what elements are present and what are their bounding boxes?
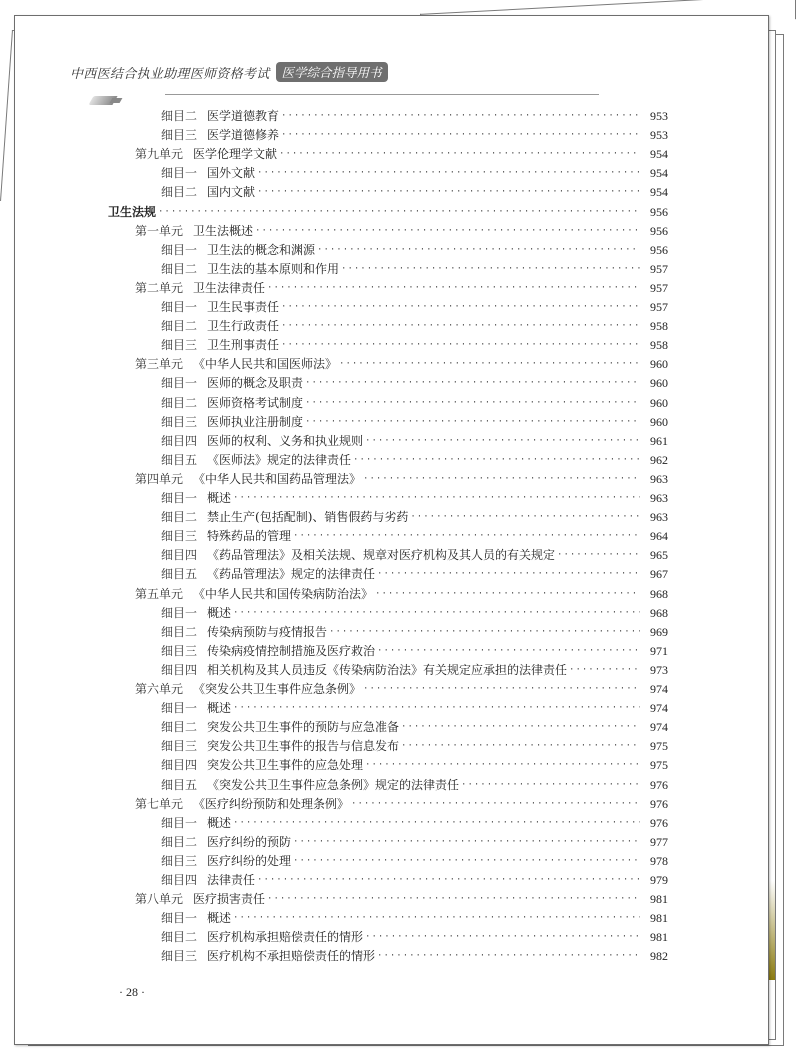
toc-entry-label: 细目五 bbox=[161, 777, 198, 792]
toc-entry-label: 细目二 bbox=[161, 185, 198, 200]
dot-leader bbox=[305, 374, 640, 393]
header-swoosh-decoration-small bbox=[110, 98, 123, 103]
toc-entry-title: 概述 bbox=[207, 491, 232, 505]
toc-entry-label: 细目一 bbox=[161, 815, 198, 830]
dot-leader bbox=[279, 145, 640, 164]
toc-entry-label: 细目一 bbox=[161, 376, 198, 391]
toc-entry-title: 医学道德教育 bbox=[207, 109, 280, 123]
toc-entry-label: 细目三 bbox=[161, 338, 198, 353]
toc-page-number: 953 bbox=[650, 109, 668, 123]
dot-leader bbox=[233, 814, 640, 833]
toc-entry-title: 医疗机构承担赔偿责任的情形 bbox=[207, 930, 364, 945]
toc-item-row[interactable] bbox=[161, 604, 668, 623]
toc-entry-title: 医学伦理学文献 bbox=[193, 147, 278, 162]
toc-entry-title: 传染病疫情控制措施及医疗救治 bbox=[207, 643, 376, 658]
dot-leader bbox=[375, 585, 640, 604]
toc-entry-title: 医师的权利、义务和执业规则 bbox=[207, 433, 364, 448]
toc-item-row[interactable] bbox=[161, 565, 668, 584]
toc-page-number: 968 bbox=[650, 605, 668, 620]
dot-leader bbox=[351, 795, 640, 814]
toc-item-row[interactable] bbox=[161, 718, 668, 737]
dot-leader bbox=[557, 546, 640, 565]
toc-entry-label: 细目二 bbox=[161, 624, 198, 639]
toc-page-number: 974 bbox=[650, 701, 668, 716]
toc-item-row[interactable] bbox=[161, 776, 668, 795]
dot-leader bbox=[317, 241, 640, 260]
toc-entry-title: 卫生法的基本原则和作用 bbox=[207, 261, 340, 276]
toc-entry-title: 突发公共卫生事件的预防与应急准备 bbox=[207, 720, 400, 735]
toc-entry-label: 细目二 bbox=[161, 319, 198, 334]
toc-unit-row[interactable] bbox=[135, 585, 668, 604]
toc-item-row[interactable] bbox=[161, 451, 668, 470]
toc-item-row[interactable] bbox=[161, 489, 668, 508]
toc-entry-label: 第二单元 bbox=[135, 280, 184, 295]
toc-page-number: 969 bbox=[650, 624, 668, 639]
toc-entry-title: 卫生法规 bbox=[108, 204, 157, 219]
toc-page-number: 963 bbox=[650, 491, 668, 505]
dot-leader bbox=[257, 871, 640, 890]
toc-item-row[interactable] bbox=[161, 374, 668, 393]
toc-entry-label: 细目三 bbox=[161, 739, 198, 754]
toc-unit-row[interactable] bbox=[135, 222, 668, 241]
toc-entry-title: 卫生行政责任 bbox=[207, 319, 280, 334]
toc-item-row[interactable] bbox=[161, 394, 668, 413]
dot-leader bbox=[305, 413, 640, 432]
dot-leader bbox=[305, 394, 640, 413]
toc-entry-label: 细目二 bbox=[161, 834, 198, 849]
toc-entry-title: 医师资格考试制度 bbox=[207, 395, 304, 410]
toc-entry-label: 细目二 bbox=[161, 109, 198, 123]
toc-item-row[interactable] bbox=[161, 871, 668, 890]
dot-leader bbox=[267, 279, 640, 298]
toc-entry-title: 医疗纠纷的预防 bbox=[207, 834, 292, 849]
toc-entry-label: 细目四 bbox=[161, 758, 198, 773]
toc-unit-row[interactable] bbox=[135, 279, 668, 298]
toc-entry-title: 卫生法律责任 bbox=[193, 280, 266, 295]
dot-leader bbox=[329, 623, 640, 642]
dot-leader bbox=[569, 661, 640, 680]
toc-entry-title: 传染病预防与疫情报告 bbox=[207, 624, 328, 639]
toc-entry-label: 第八单元 bbox=[135, 892, 184, 907]
toc-page-number: 963 bbox=[650, 471, 668, 486]
toc-entry-title: 相关机构及其人员违反《传染病防治法》有关规定应承担的法律责任 bbox=[207, 662, 568, 677]
toc-page-number: 965 bbox=[650, 548, 668, 563]
toc-item-row[interactable] bbox=[161, 432, 668, 451]
toc-entry-label: 第四单元 bbox=[135, 471, 184, 486]
toc-item-row[interactable] bbox=[161, 814, 668, 833]
toc-entry-title: 卫生法概述 bbox=[193, 223, 254, 238]
toc-page-number: 964 bbox=[650, 529, 668, 544]
toc-item-row[interactable] bbox=[161, 508, 668, 527]
toc-entry-title: 医疗纠纷的处理 bbox=[207, 853, 292, 868]
toc-page-number: 958 bbox=[650, 319, 668, 334]
toc-entry-label: 第六单元 bbox=[135, 682, 184, 696]
toc-entry-title: 国外文献 bbox=[207, 166, 256, 181]
toc-page-number: 975 bbox=[650, 739, 668, 754]
dot-leader bbox=[281, 126, 640, 145]
running-header bbox=[70, 62, 490, 82]
toc-item-row[interactable] bbox=[161, 317, 668, 336]
toc-page-number: 976 bbox=[650, 815, 668, 830]
dot-leader bbox=[233, 909, 640, 928]
toc-page-number: 976 bbox=[650, 777, 668, 792]
toc-unit-row[interactable] bbox=[135, 680, 668, 699]
dot-leader bbox=[257, 183, 640, 202]
toc-page-number: 981 bbox=[650, 892, 668, 907]
toc-entry-title: 医师执业注册制度 bbox=[207, 414, 304, 429]
toc-item-row[interactable] bbox=[161, 928, 668, 947]
toc-entry-title: 《中华人民共和国医师法》 bbox=[193, 357, 338, 372]
toc-entry-title: 突发公共卫生事件的应急处理 bbox=[207, 758, 364, 773]
toc-entry-title: 概述 bbox=[207, 605, 232, 620]
dot-leader bbox=[339, 355, 640, 374]
dot-leader bbox=[255, 222, 640, 241]
toc-entry-label: 细目一 bbox=[161, 605, 198, 620]
page-number-folio: · 28 · bbox=[119, 985, 145, 999]
dot-leader bbox=[365, 928, 640, 947]
toc-entry-label: 细目四 bbox=[161, 548, 198, 563]
toc-entry-title: 法律责任 bbox=[207, 873, 256, 887]
toc-entry-label: 第三单元 bbox=[135, 357, 184, 372]
dot-leader bbox=[158, 203, 640, 222]
dot-leader bbox=[365, 432, 640, 451]
toc-page-number: 977 bbox=[650, 834, 668, 849]
dot-leader bbox=[401, 718, 640, 737]
toc-entry-label: 细目一 bbox=[161, 911, 198, 926]
toc-unit-row[interactable] bbox=[135, 470, 668, 489]
toc-entry-title: 《医师法》规定的法律责任 bbox=[207, 452, 352, 467]
toc-entry-title: 卫生民事责任 bbox=[207, 300, 280, 314]
toc-entry-title: 卫生刑事责任 bbox=[207, 338, 280, 353]
toc-section-row[interactable] bbox=[108, 203, 668, 222]
toc-page-number: 954 bbox=[650, 166, 668, 181]
toc-entry-title: 《医疗纠纷预防和处理条例》 bbox=[193, 796, 350, 811]
toc-item-row[interactable] bbox=[161, 336, 668, 355]
toc-page-number: 958 bbox=[650, 338, 668, 353]
toc-entry-label: 细目二 bbox=[161, 930, 198, 945]
dot-leader bbox=[233, 489, 640, 508]
toc-entry-label: 细目一 bbox=[161, 491, 198, 505]
toc-page-number: 956 bbox=[650, 204, 668, 219]
dot-leader bbox=[377, 947, 640, 966]
toc-entry-label: 第七单元 bbox=[135, 796, 184, 811]
toc-entry-label: 细目一 bbox=[161, 300, 198, 314]
toc-page-number: 975 bbox=[650, 758, 668, 773]
toc-page-number: 957 bbox=[650, 261, 668, 276]
toc-entry-title: 《突发公共卫生事件应急条例》 bbox=[193, 682, 362, 696]
toc-entry-label: 细目三 bbox=[161, 414, 198, 429]
dot-leader bbox=[281, 298, 640, 317]
toc-item-row[interactable] bbox=[161, 260, 668, 279]
toc-unit-row[interactable] bbox=[135, 890, 668, 909]
toc-item-row[interactable] bbox=[161, 947, 668, 966]
dot-leader bbox=[365, 756, 640, 775]
toc-page-number: 974 bbox=[650, 682, 668, 696]
toc-item-row[interactable] bbox=[161, 909, 668, 928]
dot-leader bbox=[233, 699, 640, 718]
toc-unit-row[interactable] bbox=[135, 795, 668, 814]
toc-page-number: 976 bbox=[650, 796, 668, 811]
toc-page-number: 967 bbox=[650, 567, 668, 582]
dot-leader bbox=[293, 833, 640, 852]
toc-entry-title: 禁止生产(包括配制)、销售假药与劣药 bbox=[207, 510, 409, 525]
toc-entry-title: 特殊药品的管理 bbox=[207, 529, 292, 544]
toc-entry-label: 第一单元 bbox=[135, 223, 184, 238]
dot-leader bbox=[363, 680, 640, 699]
toc-entry-title: 概述 bbox=[207, 815, 232, 830]
toc-item-row[interactable] bbox=[161, 126, 668, 145]
dot-leader bbox=[293, 852, 640, 871]
toc-entry-title: 卫生法的概念和渊源 bbox=[207, 242, 316, 257]
toc-entry-label: 细目一 bbox=[161, 701, 198, 716]
toc-entry-label: 细目三 bbox=[161, 853, 198, 868]
toc-item-row[interactable] bbox=[161, 298, 668, 317]
toc-page-number: 962 bbox=[650, 452, 668, 467]
header-rule bbox=[165, 94, 599, 95]
toc-entry-title: 医师的概念及职责 bbox=[207, 376, 304, 391]
toc-entry-title: 《药品管理法》及相关法规、规章对医疗机构及其人员的有关规定 bbox=[207, 548, 556, 563]
toc-entry-label: 细目二 bbox=[161, 261, 198, 276]
toc-entry-label: 第五单元 bbox=[135, 586, 184, 601]
toc-entry-label: 细目五 bbox=[161, 567, 198, 582]
dot-leader bbox=[257, 164, 640, 183]
toc-item-row[interactable] bbox=[161, 164, 668, 183]
toc-item-row[interactable] bbox=[161, 852, 668, 871]
toc-page-number: 982 bbox=[650, 949, 668, 964]
dot-leader bbox=[377, 565, 640, 584]
dot-leader bbox=[401, 737, 640, 756]
toc-item-row[interactable] bbox=[161, 833, 668, 852]
toc-page-number: 960 bbox=[650, 357, 668, 372]
toc-entry-title: 概述 bbox=[207, 701, 232, 716]
olive-page-edge-accent bbox=[769, 880, 775, 980]
toc-page-number: 953 bbox=[650, 128, 668, 143]
toc-entry-title: 《中华人民共和国传染病防治法》 bbox=[193, 586, 374, 601]
dot-leader bbox=[267, 890, 640, 909]
dot-leader bbox=[353, 451, 640, 470]
toc-entry-label: 细目四 bbox=[161, 662, 198, 677]
toc-entry-label: 细目三 bbox=[161, 529, 198, 544]
toc-page-number: 956 bbox=[650, 242, 668, 257]
toc-entry-title: 医学道德修养 bbox=[207, 128, 280, 143]
toc-entry-label: 第九单元 bbox=[135, 147, 184, 162]
toc-page-number: 954 bbox=[650, 147, 668, 162]
dot-leader bbox=[377, 642, 640, 661]
toc-page-number: 954 bbox=[650, 185, 668, 200]
toc-item-row[interactable] bbox=[161, 623, 668, 642]
toc-entry-title: 突发公共卫生事件的报告与信息发布 bbox=[207, 739, 400, 754]
toc-item-row[interactable] bbox=[161, 661, 668, 680]
toc-entry-title: 《药品管理法》规定的法律责任 bbox=[207, 567, 376, 582]
toc-unit-row[interactable] bbox=[135, 355, 668, 374]
toc-entry-title: 概述 bbox=[207, 911, 232, 926]
toc-item-row[interactable] bbox=[161, 546, 668, 565]
dot-leader bbox=[293, 527, 640, 546]
dot-leader bbox=[341, 260, 640, 279]
dot-leader bbox=[233, 604, 640, 623]
dot-leader bbox=[410, 508, 640, 527]
toc-page-number: 957 bbox=[650, 280, 668, 295]
toc-entry-title: 医疗损害责任 bbox=[193, 892, 266, 907]
toc-entry-title: 医疗机构不承担赔偿责任的情形 bbox=[207, 949, 376, 964]
dot-leader bbox=[281, 336, 640, 355]
toc-entry-label: 细目一 bbox=[161, 242, 198, 257]
toc-page-number: 979 bbox=[650, 873, 668, 887]
toc-item-row[interactable] bbox=[161, 107, 668, 126]
toc-item-row[interactable] bbox=[161, 699, 668, 718]
dot-leader bbox=[461, 776, 640, 795]
toc-entry-title: 国内文献 bbox=[207, 185, 256, 200]
toc-page-number: 961 bbox=[650, 433, 668, 448]
toc-item-row[interactable] bbox=[161, 737, 668, 756]
document-page bbox=[14, 15, 769, 1045]
toc-entry-label: 细目二 bbox=[161, 395, 198, 410]
toc-page-number: 973 bbox=[650, 662, 668, 677]
toc-item-row[interactable] bbox=[161, 527, 668, 546]
toc-entry-label: 细目一 bbox=[161, 166, 198, 181]
toc-page-number: 974 bbox=[650, 720, 668, 735]
toc-entry-label: 细目四 bbox=[161, 873, 198, 887]
toc-item-row[interactable] bbox=[161, 642, 668, 661]
toc-entry-title: 《突发公共卫生事件应急条例》规定的法律责任 bbox=[207, 777, 460, 792]
dot-leader bbox=[363, 470, 640, 489]
toc-item-row[interactable] bbox=[161, 241, 668, 260]
toc-item-row[interactable] bbox=[161, 183, 668, 202]
toc-page-number: 956 bbox=[650, 223, 668, 238]
header-badge: 医学综合指导用书 bbox=[276, 62, 388, 82]
toc-page-number: 971 bbox=[650, 643, 668, 658]
header-title: 中西医结合执业助理医师资格考试 bbox=[70, 66, 270, 82]
toc-entry-label: 细目四 bbox=[161, 433, 198, 448]
toc-page-number: 960 bbox=[650, 395, 668, 410]
toc-item-row[interactable] bbox=[161, 756, 668, 775]
toc-page-number: 963 bbox=[650, 510, 668, 525]
toc-entry-label: 细目三 bbox=[161, 949, 198, 964]
toc-item-row[interactable] bbox=[161, 413, 668, 432]
toc-entry-title: 《中华人民共和国药品管理法》 bbox=[193, 471, 362, 486]
toc-entry-label: 细目三 bbox=[161, 643, 198, 658]
toc-entry-label: 细目三 bbox=[161, 128, 198, 143]
toc-page-number: 960 bbox=[650, 414, 668, 429]
toc-page-number: 981 bbox=[650, 911, 668, 926]
toc-entry-label: 细目二 bbox=[161, 510, 198, 525]
toc-entry-label: 细目五 bbox=[161, 452, 198, 467]
toc-page-number: 981 bbox=[650, 930, 668, 945]
toc-page-number: 957 bbox=[650, 300, 668, 314]
toc-unit-row[interactable] bbox=[135, 145, 668, 164]
toc-page-number: 968 bbox=[650, 586, 668, 601]
toc-entry-label: 细目二 bbox=[161, 720, 198, 735]
toc-page-number: 978 bbox=[650, 853, 668, 868]
dot-leader bbox=[281, 107, 640, 126]
dot-leader bbox=[281, 317, 640, 336]
toc-page-number: 960 bbox=[650, 376, 668, 391]
